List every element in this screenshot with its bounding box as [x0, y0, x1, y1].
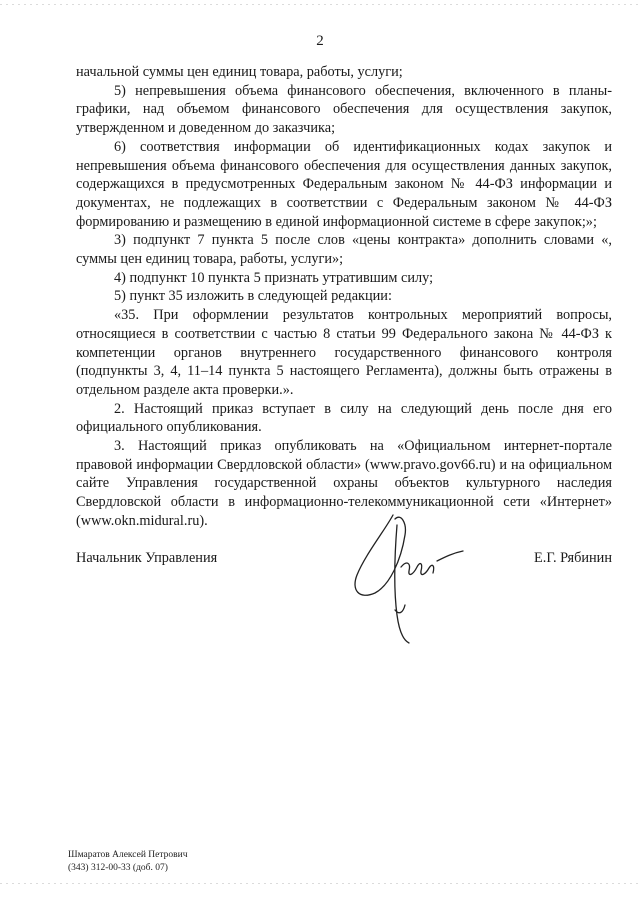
paragraph: 6) соответствия информации об идентификационных кодах закупок и непревышения объема финансового обеспечения для осуществления данных закупок, содержащихся в предусмотренных Федеральным законом № 44-ФЗ информации и документах, не подлежащих в соответствии с Федеральным законом № 44-ФЗ формированию и размещению в единой информационной системе в сфере закупок;»; [76, 138, 612, 230]
paragraph: 3. Настоящий приказ опубликовать на «Официальном интернет-портале правовой информации Свердловской области» (www.pravo.gov66.ru) и на официальном сайте Управления государственной охраны объектов культурного наследия Свердловской области в информационно-телекоммуникационной сети «Интернет» (www.okn.midural.ru). [76, 438, 612, 529]
scan-artifact-bottom [0, 883, 640, 884]
signer-position: Начальник Управления [76, 550, 218, 566]
executor-phone: (343) 312-00-33 (доб. 07) [68, 863, 168, 873]
page-number: 2 [316, 33, 324, 49]
paragraph: 4) подпункт 10 пункта 5 признать утратившим силу; [114, 269, 434, 286]
executor-name: Шмаратов Алексей Петрович [68, 850, 188, 860]
paragraph: 5) непревышения объема финансового обеспечения, включенного в планы-графики, над объемом финансового обеспечения для осуществления закупок, утвержденном и доведенном до заказчика; [76, 82, 612, 137]
handwritten-signature [335, 505, 485, 650]
scan-artifact-top [0, 4, 640, 5]
paragraph: начальной суммы цен единиц товара, работы, услуги; [76, 64, 403, 80]
paragraph: 5) пункт 35 изложить в следующей редакции: [114, 288, 392, 305]
document-body [76, 63, 612, 531]
executor-info [68, 849, 188, 875]
paragraph: 2. Настоящий приказ вступает в силу на следующий день после дня его официального опубликования. [76, 400, 612, 436]
paragraph: 3) подпункт 7 пункта 5 после слов «цены контракта» дополнить словами «, суммы цен единиц товара, работы, услуги»; [76, 232, 612, 268]
paragraph: «35. При оформлении результатов контрольных мероприятий вопросы, относящиеся в соответствии с частью 8 статьи 99 Федерального закона № 44-ФЗ к компетенции органов внутреннего государственного финансового контроля (подпункты 3, 4, 11–14 пункта 5 настоящего Регламента), должны быть отражены в отдельном разделе акта проверки.». [76, 307, 612, 398]
signer-name: Е.Г. Рябинин [534, 550, 612, 566]
